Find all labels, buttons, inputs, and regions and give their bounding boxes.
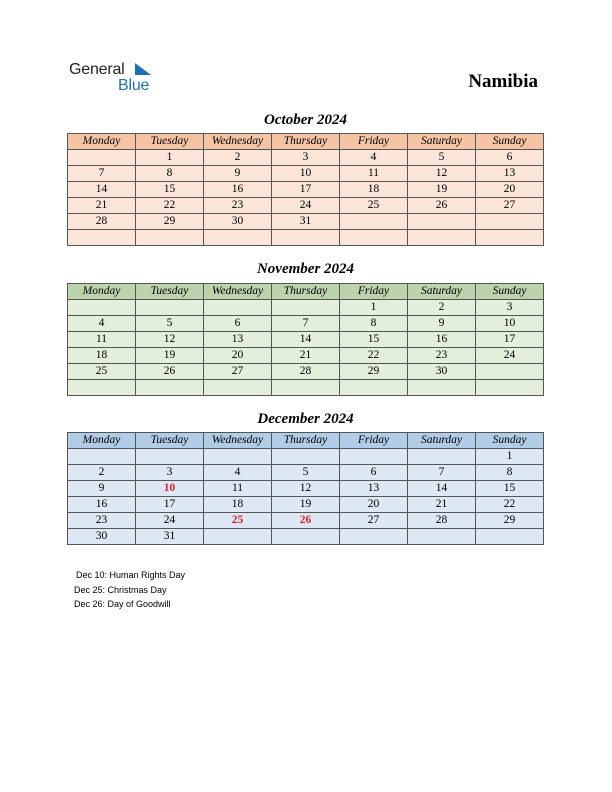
day-cell: 31 [272, 214, 340, 230]
day-cell: 9 [68, 481, 136, 497]
week-row [68, 150, 544, 166]
empty-day-cell [340, 529, 408, 545]
day-cell: 3 [272, 150, 340, 166]
week-row [68, 214, 544, 230]
day-cell: 29 [136, 214, 204, 230]
day-cell: 4 [68, 316, 136, 332]
day-cell: 20 [340, 497, 408, 513]
day-cell: 13 [204, 332, 272, 348]
empty-day-cell [272, 529, 340, 545]
day-cell: 28 [272, 364, 340, 380]
day-cell: 19 [272, 497, 340, 513]
day-cell: 13 [340, 481, 408, 497]
empty-day-cell [204, 300, 272, 316]
day-cell: 14 [408, 481, 476, 497]
day-cell: 17 [136, 497, 204, 513]
day-cell: 23 [68, 513, 136, 529]
calendar-october [67, 133, 544, 246]
week-row [68, 481, 544, 497]
empty-day-cell [476, 380, 544, 396]
empty-day-cell [136, 449, 204, 465]
empty-day-cell [408, 230, 476, 246]
day-cell: 11 [68, 332, 136, 348]
day-cell: 27 [204, 364, 272, 380]
day-cell: 26 [272, 513, 340, 529]
weekday-header: Friday [340, 284, 408, 300]
empty-day-cell [204, 449, 272, 465]
day-cell: 10 [272, 166, 340, 182]
day-cell: 15 [136, 182, 204, 198]
day-cell: 6 [204, 316, 272, 332]
day-cell: 9 [204, 166, 272, 182]
week-row [68, 465, 544, 481]
holiday-list [74, 568, 185, 612]
empty-day-cell [136, 380, 204, 396]
weekday-header: Thursday [272, 433, 340, 449]
weekday-header: Monday [68, 134, 136, 150]
day-cell: 17 [476, 332, 544, 348]
generalblue-logo [69, 61, 169, 97]
day-cell: 5 [408, 150, 476, 166]
logo-text-general: General [69, 61, 125, 78]
month-title-october: October 2024 [264, 112, 347, 128]
empty-day-cell [476, 230, 544, 246]
weekday-header: Saturday [408, 134, 476, 150]
day-cell: 27 [340, 513, 408, 529]
day-cell: 23 [204, 198, 272, 214]
weekday-header: Saturday [408, 433, 476, 449]
day-cell: 11 [340, 166, 408, 182]
day-cell: 14 [68, 182, 136, 198]
day-cell: 4 [204, 465, 272, 481]
day-cell: 18 [340, 182, 408, 198]
logo-text-blue: Blue [118, 77, 150, 94]
week-row [68, 513, 544, 529]
month-title-december: December 2024 [257, 411, 354, 427]
day-cell: 15 [476, 481, 544, 497]
empty-day-cell [408, 529, 476, 545]
day-cell: 18 [204, 497, 272, 513]
week-row [68, 198, 544, 214]
weekday-header: Friday [340, 433, 408, 449]
day-cell: 10 [136, 481, 204, 497]
day-cell: 22 [340, 348, 408, 364]
day-cell: 7 [68, 166, 136, 182]
day-cell: 2 [408, 300, 476, 316]
empty-day-cell [272, 300, 340, 316]
empty-day-cell [136, 230, 204, 246]
day-cell: 1 [340, 300, 408, 316]
week-row [68, 497, 544, 513]
day-cell: 24 [476, 348, 544, 364]
empty-day-cell [272, 380, 340, 396]
empty-day-cell [68, 380, 136, 396]
week-row [68, 182, 544, 198]
day-cell: 22 [136, 198, 204, 214]
weekday-header: Tuesday [136, 134, 204, 150]
weekday-header: Wednesday [204, 284, 272, 300]
weekday-header: Sunday [476, 433, 544, 449]
empty-day-cell [68, 449, 136, 465]
day-cell: 15 [340, 332, 408, 348]
weekday-header: Thursday [272, 134, 340, 150]
day-cell: 3 [476, 300, 544, 316]
day-cell: 18 [68, 348, 136, 364]
day-cell: 12 [408, 166, 476, 182]
calendar-december [67, 432, 544, 545]
day-cell: 2 [68, 465, 136, 481]
week-row [68, 364, 544, 380]
empty-day-cell [68, 150, 136, 166]
day-cell: 26 [136, 364, 204, 380]
day-cell: 8 [340, 316, 408, 332]
day-cell: 16 [408, 332, 476, 348]
empty-day-cell [340, 380, 408, 396]
empty-day-cell [476, 529, 544, 545]
week-row [68, 529, 544, 545]
week-row [68, 230, 544, 246]
day-cell: 10 [476, 316, 544, 332]
day-cell: 6 [476, 150, 544, 166]
day-cell: 21 [408, 497, 476, 513]
day-cell: 21 [68, 198, 136, 214]
holiday-item: Dec 26: Day of Goodwill [74, 599, 171, 609]
day-cell: 30 [408, 364, 476, 380]
holiday-item: Dec 10: Human Rights Day [76, 570, 186, 580]
empty-day-cell [340, 449, 408, 465]
day-cell: 24 [136, 513, 204, 529]
day-cell: 1 [136, 150, 204, 166]
day-cell: 24 [272, 198, 340, 214]
day-cell: 6 [340, 465, 408, 481]
day-cell: 31 [136, 529, 204, 545]
day-cell: 25 [204, 513, 272, 529]
day-cell: 30 [68, 529, 136, 545]
weekday-header: Tuesday [136, 284, 204, 300]
week-row [68, 300, 544, 316]
weekday-header: Friday [340, 134, 408, 150]
day-cell: 22 [476, 497, 544, 513]
empty-day-cell [476, 364, 544, 380]
day-cell: 27 [476, 198, 544, 214]
day-cell: 25 [340, 198, 408, 214]
holiday-item: Dec 25: Christmas Day [74, 584, 167, 595]
empty-day-cell [476, 214, 544, 230]
weekday-header: Sunday [476, 284, 544, 300]
day-cell: 16 [68, 497, 136, 513]
day-cell: 5 [136, 316, 204, 332]
day-cell: 8 [476, 465, 544, 481]
empty-day-cell [136, 300, 204, 316]
weekday-header: Thursday [272, 284, 340, 300]
day-cell: 9 [408, 316, 476, 332]
week-row [68, 449, 544, 465]
day-cell: 28 [68, 214, 136, 230]
empty-day-cell [204, 529, 272, 545]
empty-day-cell [204, 230, 272, 246]
weekday-header-row [68, 134, 544, 150]
empty-day-cell [204, 380, 272, 396]
weekday-header: Tuesday [136, 433, 204, 449]
country-title: Namibia [468, 71, 538, 92]
day-cell: 30 [204, 214, 272, 230]
calendar-november [67, 283, 544, 396]
weekday-header-row [68, 284, 544, 300]
day-cell: 14 [272, 332, 340, 348]
day-cell: 19 [136, 348, 204, 364]
day-cell: 7 [272, 316, 340, 332]
day-cell: 25 [68, 364, 136, 380]
day-cell: 21 [272, 348, 340, 364]
weekday-header: Sunday [476, 134, 544, 150]
week-row [68, 348, 544, 364]
empty-day-cell [68, 300, 136, 316]
empty-day-cell [408, 380, 476, 396]
logo-triangle-icon [133, 63, 153, 77]
empty-day-cell [340, 214, 408, 230]
day-cell: 23 [408, 348, 476, 364]
day-cell: 7 [408, 465, 476, 481]
day-cell: 8 [136, 166, 204, 182]
month-title-november: November 2024 [256, 261, 355, 277]
day-cell: 1 [476, 449, 544, 465]
empty-day-cell [340, 230, 408, 246]
day-cell: 12 [136, 332, 204, 348]
empty-day-cell [272, 230, 340, 246]
day-cell: 20 [204, 348, 272, 364]
weekday-header: Wednesday [204, 134, 272, 150]
weekday-header: Monday [68, 284, 136, 300]
weekday-header: Wednesday [204, 433, 272, 449]
weekday-header-row [68, 433, 544, 449]
day-cell: 2 [204, 150, 272, 166]
day-cell: 4 [340, 150, 408, 166]
empty-day-cell [272, 449, 340, 465]
empty-day-cell [408, 214, 476, 230]
week-row [68, 380, 544, 396]
day-cell: 17 [272, 182, 340, 198]
day-cell: 28 [408, 513, 476, 529]
day-cell: 26 [408, 198, 476, 214]
day-cell: 12 [272, 481, 340, 497]
day-cell: 20 [476, 182, 544, 198]
weekday-header: Saturday [408, 284, 476, 300]
day-cell: 11 [204, 481, 272, 497]
weekday-header: Monday [68, 433, 136, 449]
week-row [68, 316, 544, 332]
week-row [68, 166, 544, 182]
day-cell: 5 [272, 465, 340, 481]
week-row [68, 332, 544, 348]
empty-day-cell [68, 230, 136, 246]
day-cell: 3 [136, 465, 204, 481]
day-cell: 19 [408, 182, 476, 198]
day-cell: 29 [476, 513, 544, 529]
day-cell: 29 [340, 364, 408, 380]
day-cell: 16 [204, 182, 272, 198]
empty-day-cell [408, 449, 476, 465]
day-cell: 13 [476, 166, 544, 182]
